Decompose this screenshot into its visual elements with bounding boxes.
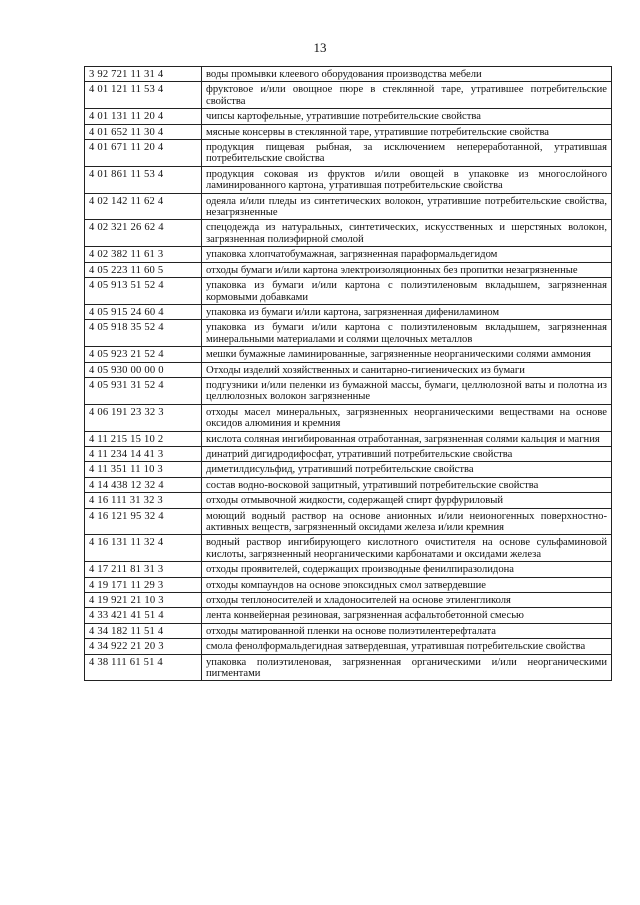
- waste-description-cell: отходы матированной пленки на основе полиэтилентерефталата: [202, 623, 612, 638]
- table-row: [85, 82, 612, 109]
- table-row: [85, 446, 612, 461]
- waste-code-cell: 4 16 111 31 32 3: [85, 493, 202, 508]
- waste-description-cell: упаковка из бумаги и/или картона с полиэтиленовым вкладышем, загрязненная кормовыми добавками: [202, 278, 612, 305]
- waste-description-cell: спецодежда из натуральных, синтетических, искусственных и шерстяных волокон, загрязненная полиэфирной смолой: [202, 220, 612, 247]
- waste-code-cell: 4 01 131 11 20 4: [85, 109, 202, 124]
- table-row: [85, 477, 612, 492]
- waste-code-cell: 4 05 930 00 00 0: [85, 362, 202, 377]
- waste-code-cell: 4 19 921 21 10 3: [85, 593, 202, 608]
- waste-code-cell: 4 05 223 11 60 5: [85, 262, 202, 277]
- waste-code-cell: 4 01 861 11 53 4: [85, 166, 202, 193]
- waste-code-cell: 4 02 382 11 61 3: [85, 247, 202, 262]
- waste-description-cell: водный раствор ингибирующего кислотного очистителя на основе сульфаминовой кислоты, загрязненный неорганическими карбонатами и оксидами железа: [202, 535, 612, 562]
- waste-description-cell: воды промывки клеевого оборудования производства мебели: [202, 67, 612, 82]
- waste-description-cell: одеяла и/или пледы из синтетических волокон, утратившие потребительские свойства, незагрязненные: [202, 193, 612, 220]
- table-row: [85, 431, 612, 446]
- waste-code-cell: 4 16 131 11 32 4: [85, 535, 202, 562]
- waste-code-cell: 4 34 922 21 20 3: [85, 639, 202, 654]
- waste-description-cell: отходы отмывочной жидкости, содержащей спирт фурфуриловый: [202, 493, 612, 508]
- waste-code-cell: 4 06 191 23 32 3: [85, 404, 202, 431]
- table-row: [85, 639, 612, 654]
- waste-code-cell: 4 05 918 35 52 4: [85, 320, 202, 347]
- table-row: [85, 608, 612, 623]
- table-row: [85, 362, 612, 377]
- waste-description-cell: лента конвейерная резиновая, загрязненная асфальтобетонной смесью: [202, 608, 612, 623]
- table-row: [85, 462, 612, 477]
- waste-description-cell: упаковка хлопчатобумажная, загрязненная параформальдегидом: [202, 247, 612, 262]
- table-row: [85, 124, 612, 139]
- waste-description-cell: продукция соковая из фруктов и/или овощей в упаковке из многослойного ламинированного картона, утратившая потребительские свойства: [202, 166, 612, 193]
- waste-code-cell: 4 38 111 61 51 4: [85, 654, 202, 681]
- table-row: [85, 193, 612, 220]
- waste-code-cell: 3 92 721 11 31 4: [85, 67, 202, 82]
- waste-description-cell: упаковка полиэтиленовая, загрязненная органическими и/или неорганическими пигментами: [202, 654, 612, 681]
- table-row: [85, 304, 612, 319]
- page-number: 13: [313, 40, 327, 55]
- table-row: [85, 508, 612, 535]
- waste-code-cell: 4 19 171 11 29 3: [85, 577, 202, 592]
- table-row: [85, 493, 612, 508]
- waste-code-cell: 4 11 215 15 10 2: [85, 431, 202, 446]
- waste-code-cell: 4 01 121 11 53 4: [85, 82, 202, 109]
- table-row: [85, 593, 612, 608]
- table-row: [85, 262, 612, 277]
- table-row: [85, 140, 612, 167]
- waste-code-cell: 4 11 351 11 10 3: [85, 462, 202, 477]
- table-row: [85, 220, 612, 247]
- table-row: [85, 247, 612, 262]
- waste-code-cell: 4 02 142 11 62 4: [85, 193, 202, 220]
- waste-code-cell: 4 05 931 31 52 4: [85, 377, 202, 404]
- waste-description-cell: подгузники и/или пеленки из бумажной массы, бумаги, целлюлозной ваты и полотна из целлюлозных волокон загрязненные: [202, 377, 612, 404]
- waste-description-cell: чипсы картофельные, утратившие потребительские свойства: [202, 109, 612, 124]
- waste-code-cell: 4 33 421 41 51 4: [85, 608, 202, 623]
- waste-description-cell: отходы проявителей, содержащих производные фенилпиразолидона: [202, 562, 612, 577]
- waste-description-cell: Отходы изделий хозяйственных и санитарно-гигиенических из бумаги: [202, 362, 612, 377]
- waste-code-cell: 4 34 182 11 51 4: [85, 623, 202, 638]
- waste-code-cell: 4 05 923 21 52 4: [85, 347, 202, 362]
- table-row: [85, 535, 612, 562]
- waste-code-cell: 4 16 121 95 32 4: [85, 508, 202, 535]
- waste-description-cell: отходы теплоносителей и хладоносителей на основе этиленгликоля: [202, 593, 612, 608]
- waste-description-cell: продукция пищевая рыбная, за исключением непереработанной, утратившая потребительские свойства: [202, 140, 612, 167]
- table-row: [85, 562, 612, 577]
- waste-description-cell: диметилдисульфид, утративший потребительские свойства: [202, 462, 612, 477]
- table-row: [85, 623, 612, 638]
- table-row: [85, 377, 612, 404]
- waste-description-cell: отходы компаундов на основе эпоксидных смол затвердевшие: [202, 577, 612, 592]
- waste-code-cell: 4 01 671 11 20 4: [85, 140, 202, 167]
- table-row: [85, 347, 612, 362]
- waste-description-cell: мясные консервы в стеклянной таре, утратившие потребительские свойства: [202, 124, 612, 139]
- table-row: [85, 404, 612, 431]
- waste-codes-table: [84, 66, 612, 681]
- waste-description-cell: кислота соляная ингибированная отработанная, загрязненная солями кальция и магния: [202, 431, 612, 446]
- table-row: [85, 320, 612, 347]
- waste-description-cell: мешки бумажные ламинированные, загрязненные неорганическими солями аммония: [202, 347, 612, 362]
- table-row: [85, 67, 612, 82]
- waste-description-cell: моющий водный раствор на основе анионных и/или неионогенных поверхностно-активных веществ, загрязненный оксидами железа и/или кремния: [202, 508, 612, 535]
- waste-code-cell: 4 14 438 12 32 4: [85, 477, 202, 492]
- waste-description-cell: состав водно-восковой защитный, утративший потребительские свойства: [202, 477, 612, 492]
- waste-code-cell: 4 17 211 81 31 3: [85, 562, 202, 577]
- table-row: [85, 654, 612, 681]
- waste-code-cell: 4 05 915 24 60 4: [85, 304, 202, 319]
- waste-description-cell: фруктовое и/или овощное пюре в стеклянной таре, утратившее потребительские свойства: [202, 82, 612, 109]
- waste-description-cell: смола фенолформальдегидная затвердевшая, утратившая потребительские свойства: [202, 639, 612, 654]
- table-row: [85, 278, 612, 305]
- table-row: [85, 109, 612, 124]
- waste-description-cell: динатрий дигидродифосфат, утративший потребительские свойства: [202, 446, 612, 461]
- waste-code-cell: 4 05 913 51 52 4: [85, 278, 202, 305]
- waste-description-cell: упаковка из бумаги и/или картона с полиэтиленовым вкладышем, загрязненная минеральными материалами и солями щелочных металлов: [202, 320, 612, 347]
- waste-description-cell: упаковка из бумаги и/или картона, загрязненная дифениламином: [202, 304, 612, 319]
- table-row: [85, 577, 612, 592]
- table-body: [85, 67, 612, 681]
- waste-description-cell: отходы масел минеральных, загрязненных неорганическими веществами на основе оксидов алюминия и кремния: [202, 404, 612, 431]
- table-row: [85, 166, 612, 193]
- waste-code-cell: 4 02 321 26 62 4: [85, 220, 202, 247]
- waste-description-cell: отходы бумаги и/или картона электроизоляционных без пропитки незагрязненные: [202, 262, 612, 277]
- waste-code-cell: 4 01 652 11 30 4: [85, 124, 202, 139]
- waste-code-cell: 4 11 234 14 41 3: [85, 446, 202, 461]
